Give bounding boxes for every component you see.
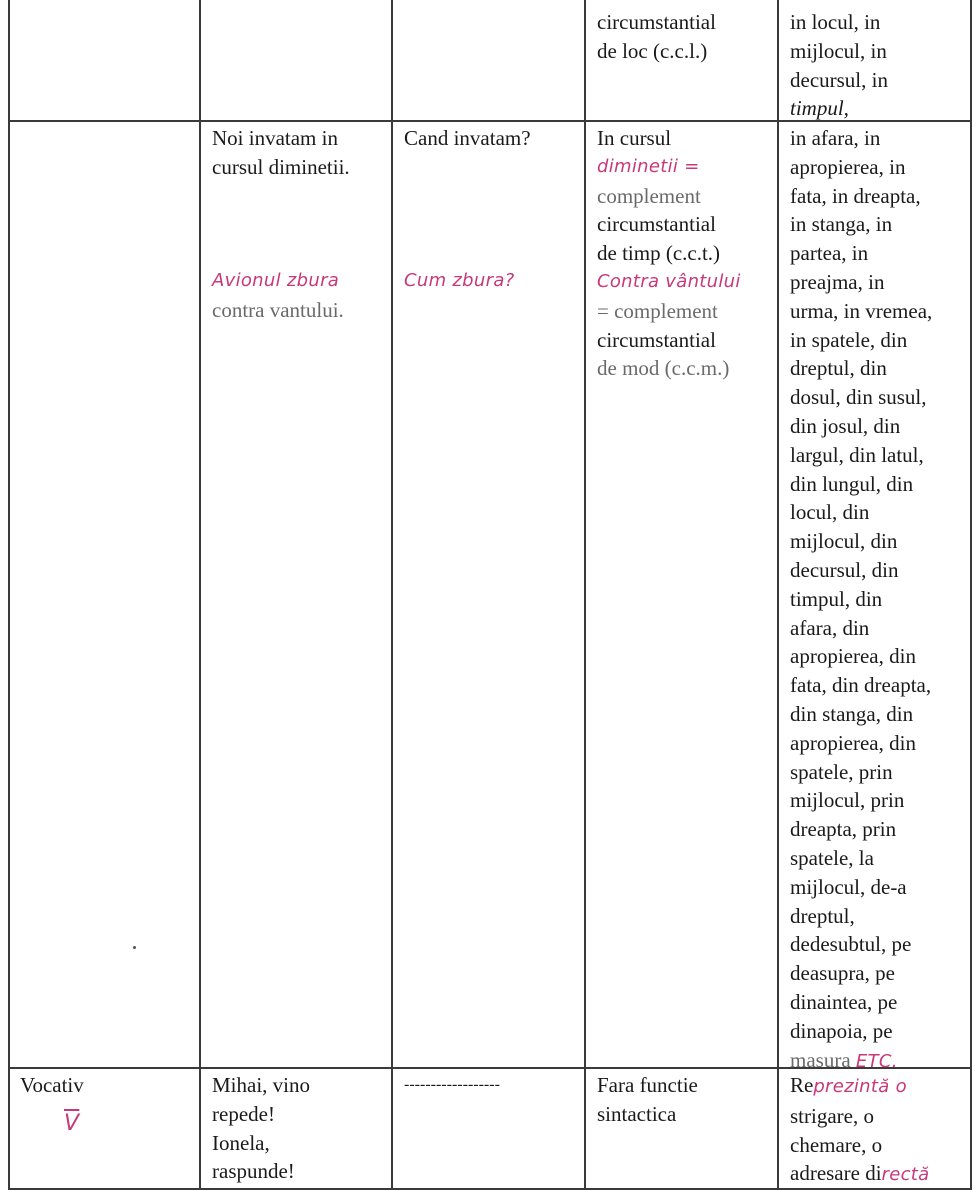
text-line: dinapoia, pe: [790, 1018, 893, 1043]
row2-example-2: [212, 267, 344, 325]
row2-prepositions: [790, 124, 932, 1076]
text-line: decursul, din: [790, 557, 899, 582]
answer-text: circumstantial: [597, 212, 716, 237]
example-text: Ionela,: [212, 1130, 270, 1155]
text-line: deasupra, pe: [790, 961, 895, 986]
row3-note: [790, 1071, 930, 1190]
text-line: urma, in vremea,: [790, 298, 933, 323]
row1-prepositions: [790, 8, 888, 123]
answer-text: de timp (c.c.t.): [597, 241, 721, 266]
text-line: din lungul, din: [790, 471, 914, 496]
text-line: din stanga, din: [790, 701, 914, 726]
text-line: spatele, la: [790, 845, 874, 870]
handwritten-note: rectă: [881, 1164, 930, 1186]
text-line: dreapta, prin: [790, 817, 897, 842]
text-line: afara, din: [790, 615, 870, 640]
answer-text: de mod (c.c.m.): [597, 356, 730, 381]
handwritten-answer: diminetii =: [597, 155, 700, 177]
handwritten-answer: Contra vântului: [597, 270, 741, 292]
column-divider-1: [199, 0, 201, 1190]
text-line: spatele, prin: [790, 759, 893, 784]
example-text: cursul diminetii.: [212, 154, 350, 179]
text-line: mijlocul, din: [790, 529, 898, 554]
text-line: mijlocul, de-a: [790, 874, 907, 899]
text-line: fata, in dreapta,: [790, 183, 921, 208]
handwritten-example: Avionul zbura: [212, 270, 340, 291]
row2-syntactic-function: [597, 124, 741, 383]
example-text: raspunde!: [212, 1159, 295, 1184]
text-line: in stanga, in: [790, 212, 893, 237]
text-line: dinaintea, pe: [790, 989, 898, 1014]
text-line: in locul, in: [790, 10, 881, 34]
handwritten-question: Cum zbura?: [404, 270, 515, 291]
row1-syntactic-function: [597, 8, 716, 66]
text-line: fata, din dreapta,: [790, 673, 932, 698]
scan-speck: [133, 946, 136, 949]
text-line: largul, din latul,: [790, 442, 924, 467]
column-divider-2: [391, 0, 393, 1190]
text-line: preajma, in: [790, 269, 885, 294]
text-line: circumstantial: [597, 10, 716, 34]
handwritten-note: prezintă o: [813, 1076, 907, 1097]
row3-case-name: [20, 1071, 84, 1139]
example-text: Mihai, vino: [212, 1073, 310, 1097]
text-line: dedesubtul, pe: [790, 932, 912, 957]
answer-text: circumstantial: [597, 327, 716, 352]
case-name-text: Vocativ: [20, 1073, 84, 1097]
note-first-line: [790, 1071, 930, 1102]
text-line: partea, in: [790, 241, 869, 266]
text-fragment: masura: [790, 1047, 851, 1072]
text-line: in spatele, din: [790, 327, 908, 352]
text-fragment: Re: [790, 1073, 814, 1097]
answer-text: In cursul: [597, 126, 672, 150]
text-line: mijlocul, prin: [790, 788, 905, 813]
handwritten-case-mark: $\overline{V}$: [64, 1110, 80, 1136]
example-text: Noi invatam in: [212, 126, 338, 150]
row3-examples: [212, 1071, 310, 1186]
text-line: apropierea, din: [790, 644, 916, 669]
text-line: dreptul, din: [790, 356, 887, 381]
text-line: mijlocul, in: [790, 38, 887, 63]
text-fragment: adresare di: [790, 1161, 882, 1186]
handwritten-etc: ETC.: [855, 1050, 898, 1072]
row3-syntactic-function: [597, 1071, 698, 1129]
note-text: chemare, o: [790, 1132, 883, 1157]
text-line: de loc (c.c.l.): [597, 38, 708, 63]
answer-text: = complement: [597, 298, 718, 323]
answer-text: Fara functie: [597, 1073, 698, 1097]
text-line: decursul, in: [790, 67, 888, 92]
text-line: timpul,: [790, 96, 849, 121]
table-border-right: [970, 0, 972, 1190]
column-divider-4: [777, 0, 779, 1190]
question-dashes: ------------------: [404, 1076, 500, 1093]
question-text: Cand invatam?: [404, 126, 531, 150]
text-line: din josul, din: [790, 413, 901, 438]
answer-text: complement: [597, 183, 701, 208]
row2-examples: [212, 124, 350, 182]
text-line: timpul, din: [790, 586, 883, 611]
example-text: repede!: [212, 1101, 275, 1126]
text-line: dreptul,: [790, 903, 855, 928]
text-line: dosul, din susul,: [790, 385, 927, 410]
answer-text: sintactica: [597, 1101, 677, 1126]
text-line: apropierea, din: [790, 730, 916, 755]
row2-question-2: [404, 267, 515, 296]
row3-question: [404, 1071, 500, 1100]
table-border-left: [8, 0, 10, 1190]
text-line: locul, din: [790, 500, 870, 525]
example-text: contra vantului.: [212, 297, 344, 322]
note-text: strigare, o: [790, 1103, 874, 1128]
text-line: in afara, in: [790, 126, 881, 150]
text-line: apropierea, in: [790, 154, 906, 179]
note-last-line: [790, 1159, 930, 1190]
row2-question-1: [404, 124, 531, 153]
column-divider-3: [584, 0, 586, 1190]
